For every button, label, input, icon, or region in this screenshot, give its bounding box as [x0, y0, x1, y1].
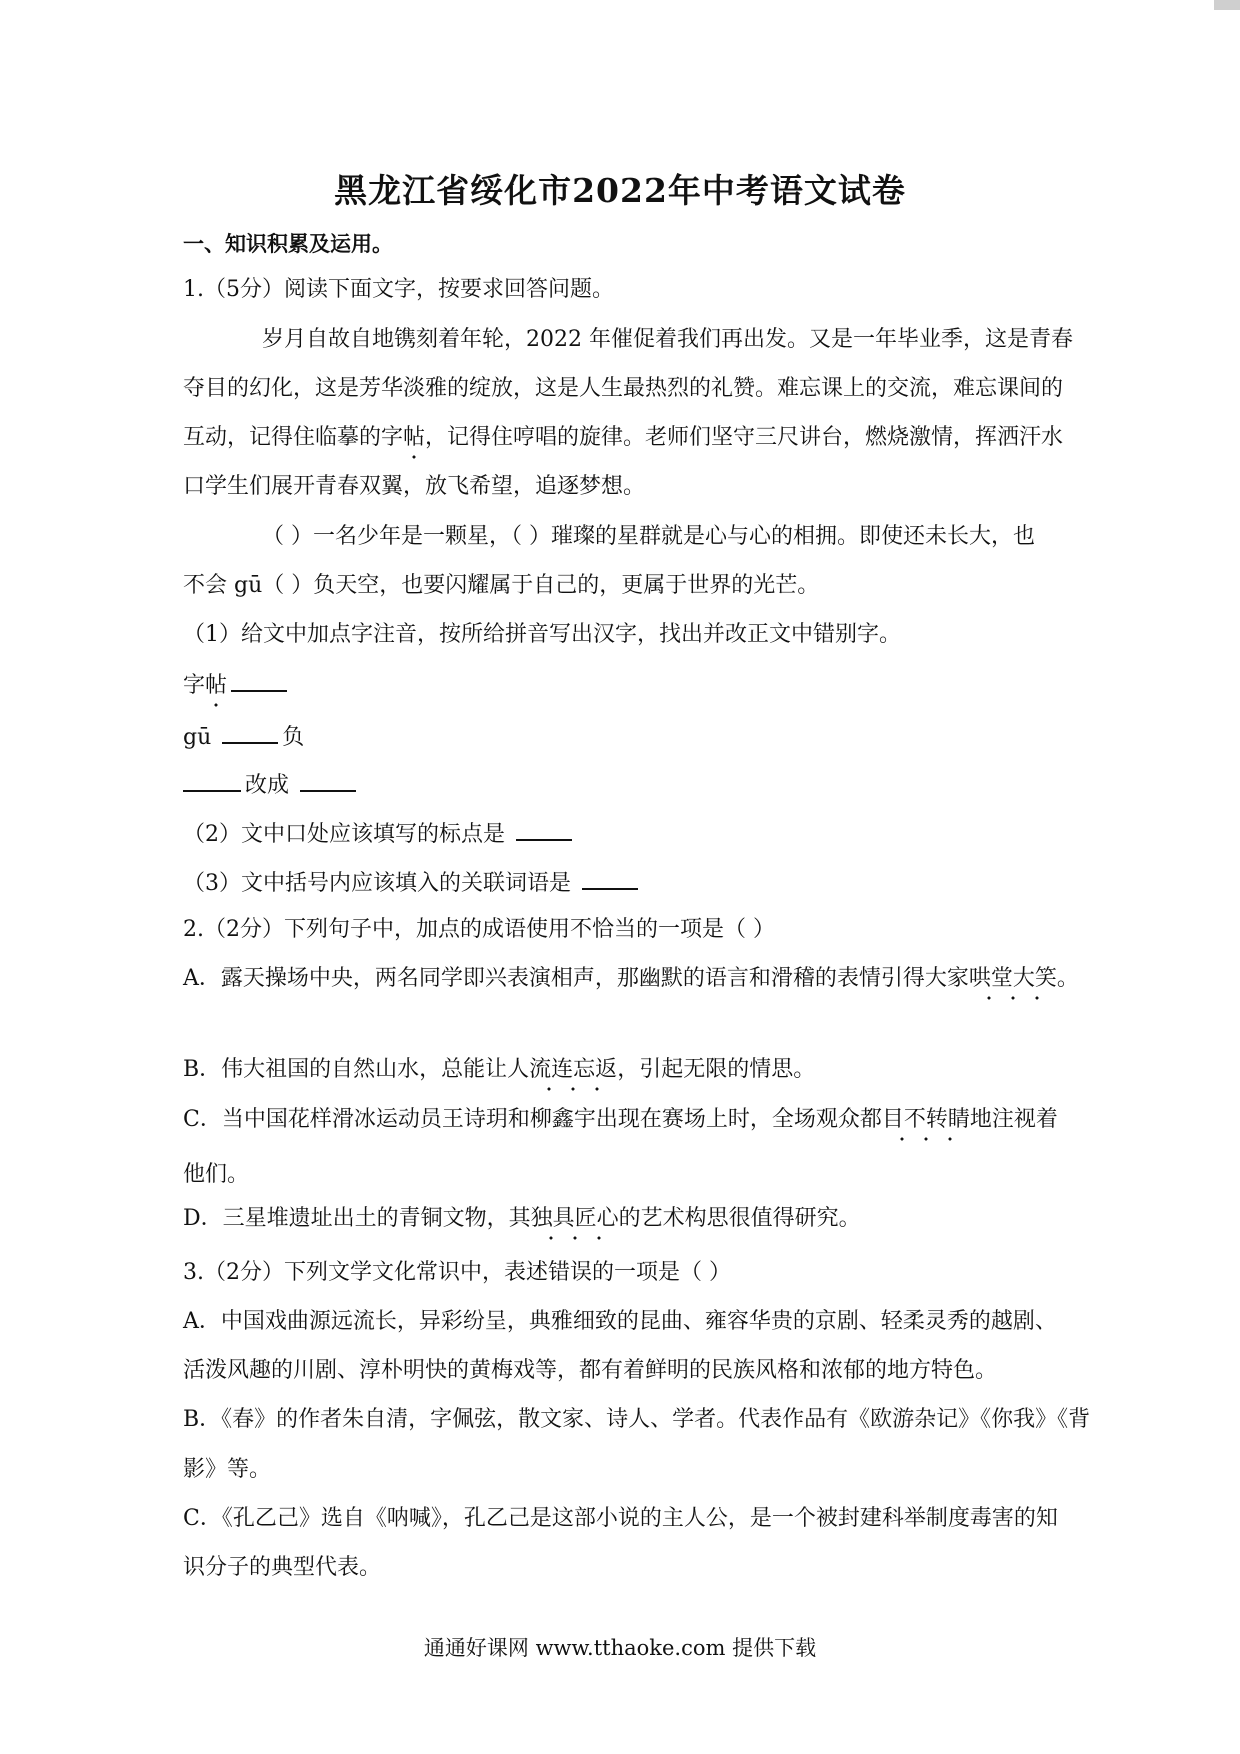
q1-passage-line-4: 口学生们展开青春双翼，放飞希望，追逐梦想。 [183, 474, 646, 499]
q3-option-b-1: B．《春》的作者朱自清，字佩弦，散文家、诗人、学者。代表作品有《欧游杂记》《你我》《背 [183, 1407, 1091, 1432]
q3-option-a-2: 活泼风趣的川剧、淳朴明快的黄梅戏等，都有着鲜明的民族风格和浓郁的地方特色。 [183, 1358, 998, 1383]
option-text: C．当中国花样滑冰运动员王诗玥和柳鑫宇出现在赛场上时，全场观众都 [183, 1107, 882, 1132]
q2-stem: 2.（2分）下列句子中，加点的成语使用不恰当的一项是（ ） [183, 917, 775, 942]
answer-blank[interactable] [222, 720, 278, 744]
q1-passage-line-3 [183, 423, 1063, 453]
q1-passage-line-6: 不会 gū（ ）负天空，也要闪耀属于自己的，更属于世界的光芒。 [183, 573, 820, 598]
q2-option-c [183, 1105, 1058, 1135]
answer-blank[interactable] [300, 768, 356, 792]
passage-text: ，记得住哼唱的旋律。老师们坚守三尺讲台，燃烧激情，挥洒汗水 [425, 425, 1064, 450]
q1-fill-b [183, 720, 304, 753]
q1-sub1: （1）给文中加点字注音，按所给拼音写出汉字，找出并改正文中错别字。 [183, 622, 901, 647]
q1-stem: 1.（5分）阅读下面文字，按要求回答问题。 [183, 277, 614, 302]
sub-question-text: （3）文中括号内应该填入的关联词语是 [183, 871, 571, 896]
dotted-idiom: 流连忘返 [529, 1055, 617, 1085]
q1-passage-line-5: （ ）一名少年是一颗星，（ ）璀璨的星群就是心与心的相拥。即使还未长大，也 [262, 524, 1035, 549]
answer-blank[interactable] [231, 668, 287, 692]
dotted-idiom: 哄堂大笑 [969, 964, 1057, 994]
document-title: 黑龙江省绥化市2022年中考语文试卷 [334, 171, 906, 210]
fill-text: 负 [282, 725, 305, 750]
sub-question-text: （2）文中口处应该填写的标点是 [183, 822, 505, 847]
dotted-idiom: 目不转睛 [882, 1105, 970, 1135]
q1-passage-line-2: 夺目的幻化，这是芳华淡雅的绽放，这是人生最热烈的礼赞。难忘课上的交流，难忘课间的 [183, 376, 1064, 401]
fill-text: gū [183, 725, 212, 750]
q3-stem: 3.（2分）下列文学文化常识中，表述错误的一项是（ ） [183, 1260, 731, 1285]
fill-text: 改成 [245, 773, 290, 798]
option-text: 地注视着 [969, 1107, 1058, 1132]
q1-passage-line-1: 岁月自故自地镌刻着年轮，2022 年催促着我们再出发。又是一年毕业季，这是青春 [262, 327, 1073, 352]
q1-fill-c [183, 768, 360, 801]
q2-option-b [183, 1055, 815, 1085]
q3-option-a-1: A．中国戏曲源远流长，异彩纷呈，典雅细致的昆曲、雍容华贵的京剧、轻柔灵秀的越剧、 [183, 1309, 1057, 1334]
q1-fill-a [183, 668, 291, 701]
passage-text: 互动，记得住临摹的字 [183, 425, 404, 450]
section-heading: 一、知识积累及运用。 [183, 231, 393, 256]
dotted-char: 帖 [205, 671, 227, 701]
page-footer: 通通好课网 www.tthaoke.com 提供下载 [423, 1636, 817, 1660]
option-text: ，引起无限的情思。 [617, 1057, 816, 1082]
answer-blank[interactable] [582, 866, 638, 890]
answer-blank[interactable] [516, 817, 572, 841]
q2-option-a [183, 964, 1079, 994]
q3-option-b-2: 影》等。 [183, 1457, 272, 1482]
q1-sub2 [183, 817, 576, 850]
q1-sub3 [183, 866, 642, 899]
option-text: D．三星堆遗址出土的青铜文物，其 [183, 1206, 531, 1231]
q3-option-c-2: 识分子的典型代表。 [183, 1555, 382, 1580]
option-text: A．露天操场中央，两名同学即兴表演相声，那幽默的语言和滑稽的表情引得大家 [183, 966, 969, 991]
answer-blank[interactable] [183, 768, 241, 792]
q3-option-c-1: C．《孔乙己》选自《呐喊》，孔乙己是这部小说的主人公，是一个被封建科举制度毒害的知 [183, 1506, 1058, 1531]
fill-text: 字 [183, 673, 206, 698]
q2-option-d [183, 1204, 861, 1234]
scan-mark [1214, 0, 1240, 10]
dotted-char: 帖 [403, 423, 425, 453]
q2-option-c-cont: 他们。 [183, 1162, 250, 1187]
option-text: B．伟大祖国的自然山水，总能让人 [183, 1057, 530, 1082]
option-text: 的艺术构思很值得研究。 [618, 1206, 861, 1231]
option-text: 。 [1056, 966, 1079, 991]
dotted-idiom: 独具匠心 [531, 1204, 619, 1234]
